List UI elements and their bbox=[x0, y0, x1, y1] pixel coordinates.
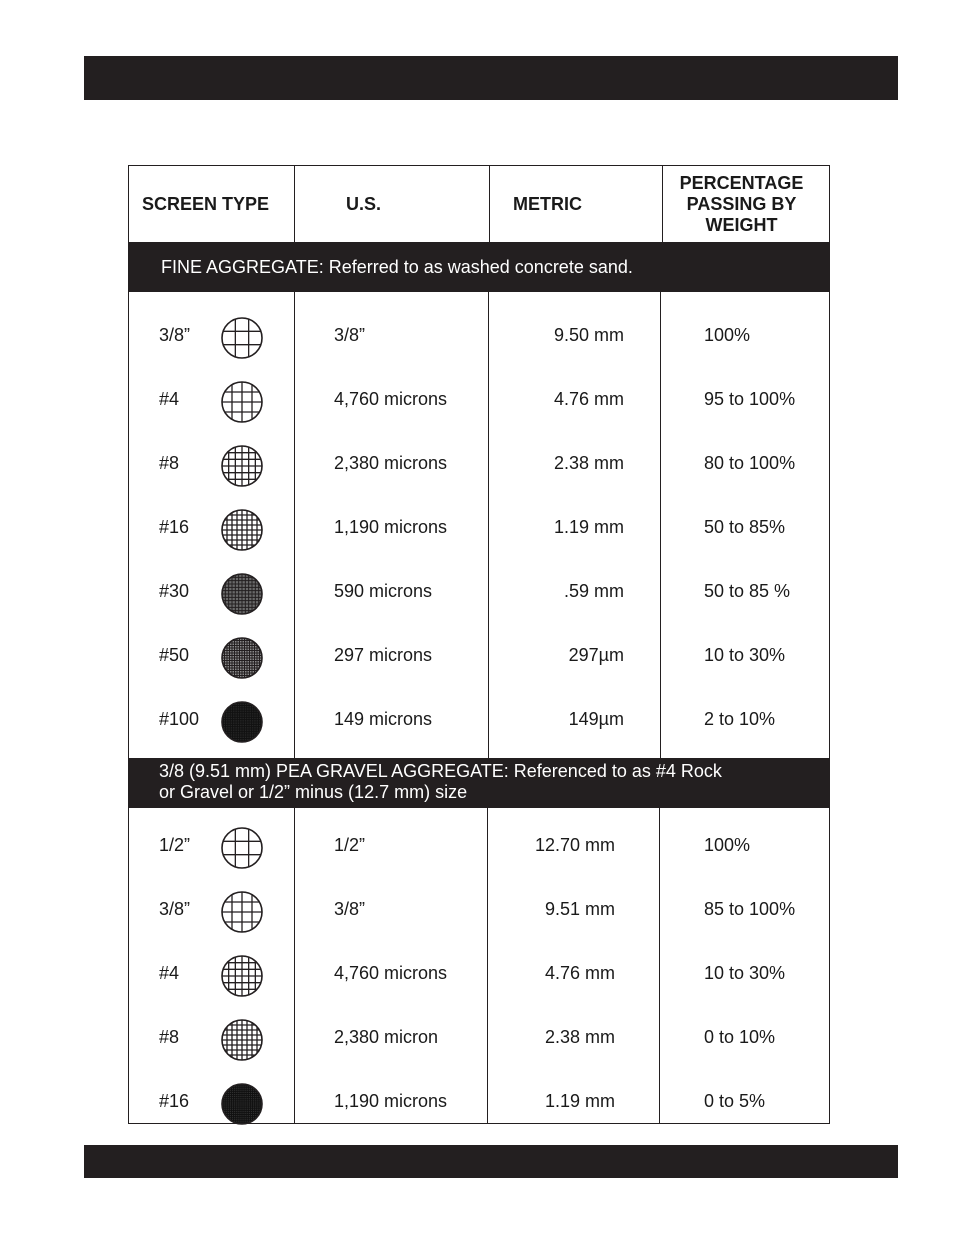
metric-size: 9.51 mm bbox=[544, 899, 615, 919]
us-size: 3/8” bbox=[334, 899, 366, 919]
divider bbox=[489, 166, 490, 242]
sieve-screen-icon bbox=[220, 1082, 264, 1126]
header-bar bbox=[84, 56, 898, 100]
metric-size: 4.76 mm bbox=[553, 389, 624, 409]
table-row bbox=[129, 826, 829, 866]
percent-passing: 50 to 85% bbox=[704, 517, 786, 537]
sieve-screen-icon bbox=[220, 636, 264, 680]
sieve-screen-icon bbox=[220, 954, 264, 998]
percent-passing: 0 to 5% bbox=[704, 1091, 766, 1111]
screen-size-label: #16 bbox=[159, 1091, 190, 1111]
header-percentage-line1: PERCENTAGE bbox=[679, 172, 804, 193]
screen-size-label: 3/8” bbox=[159, 899, 191, 919]
us-size: 4,760 microns bbox=[334, 389, 448, 409]
us-size: 297 microns bbox=[334, 645, 433, 665]
metric-size: 12.70 mm bbox=[534, 835, 615, 855]
screen-size-label: #4 bbox=[159, 963, 180, 983]
header-percentage-line3: WEIGHT bbox=[705, 214, 778, 235]
sieve-screen-icon bbox=[220, 700, 264, 744]
footer-bar bbox=[84, 1145, 898, 1178]
sieve-screen-icon bbox=[220, 1018, 264, 1062]
us-size: 590 microns bbox=[334, 581, 433, 601]
sieve-screen-icon bbox=[220, 508, 264, 552]
percent-passing: 2 to 10% bbox=[704, 709, 776, 729]
metric-size: 2.38 mm bbox=[544, 1027, 615, 1047]
screen-size-label: #8 bbox=[159, 453, 180, 473]
us-size: 2,380 micron bbox=[334, 1027, 439, 1047]
screen-size-label: #16 bbox=[159, 517, 190, 537]
metric-size: 1.19 mm bbox=[544, 1091, 615, 1111]
sieve-screen-icon bbox=[220, 890, 264, 934]
header-percentage-line2: PASSING BY bbox=[686, 193, 797, 214]
table-row bbox=[129, 444, 829, 484]
metric-size: 149µm bbox=[568, 709, 624, 729]
table-row bbox=[129, 1082, 829, 1122]
metric-size: 1.19 mm bbox=[553, 517, 624, 537]
header-metric: METRIC bbox=[513, 193, 582, 214]
table-row bbox=[129, 380, 829, 420]
screen-size-label: #100 bbox=[159, 709, 200, 729]
us-size: 1,190 microns bbox=[334, 517, 448, 537]
table-row bbox=[129, 1018, 829, 1058]
screen-size-label: #50 bbox=[159, 645, 190, 665]
table-row bbox=[129, 954, 829, 994]
percent-passing: 80 to 100% bbox=[704, 453, 796, 473]
us-size: 4,760 microns bbox=[334, 963, 448, 983]
divider bbox=[294, 166, 295, 242]
screen-size-label: #30 bbox=[159, 581, 190, 601]
sieve-screen-icon bbox=[220, 572, 264, 616]
us-size: 2,380 microns bbox=[334, 453, 448, 473]
pea-gravel-banner bbox=[129, 758, 829, 808]
table-row bbox=[129, 316, 829, 356]
screen-size-label: 1/2” bbox=[159, 835, 191, 855]
percent-passing: 10 to 30% bbox=[704, 645, 786, 665]
header-percentage bbox=[663, 166, 820, 242]
percent-passing: 100% bbox=[704, 325, 751, 345]
pea-gravel-title-line2: or Gravel or 1/2” minus (12.7 mm) size bbox=[159, 782, 468, 802]
percent-passing: 50 to 85 % bbox=[704, 581, 791, 601]
percent-passing: 85 to 100% bbox=[704, 899, 796, 919]
table-row bbox=[129, 572, 829, 612]
table-row bbox=[129, 700, 829, 740]
sieve-screen-icon bbox=[220, 826, 264, 870]
metric-size: .59 mm bbox=[563, 581, 624, 601]
fine-aggregate-banner bbox=[129, 242, 829, 292]
screen-size-label: #4 bbox=[159, 389, 180, 409]
screen-size-label: #8 bbox=[159, 1027, 180, 1047]
us-size: 1/2” bbox=[334, 835, 366, 855]
metric-size: 9.50 mm bbox=[553, 325, 624, 345]
sieve-screen-icon bbox=[220, 444, 264, 488]
percent-passing: 95 to 100% bbox=[704, 389, 796, 409]
sieve-screen-icon bbox=[220, 316, 264, 360]
sieve-screen-icon bbox=[220, 380, 264, 424]
percent-passing: 100% bbox=[704, 835, 751, 855]
header-us: U.S. bbox=[346, 193, 382, 214]
pea-gravel-title-line1: 3/8 (9.51 mm) PEA GRAVEL AGGREGATE: Referenced to as #4 Rock bbox=[159, 761, 722, 781]
us-size: 149 microns bbox=[334, 709, 433, 729]
metric-size: 297µm bbox=[568, 645, 624, 665]
table-row bbox=[129, 636, 829, 676]
table-row bbox=[129, 890, 829, 930]
header-screen-type: SCREEN TYPE bbox=[142, 193, 270, 214]
us-size: 1,190 microns bbox=[334, 1091, 448, 1111]
percent-passing: 0 to 10% bbox=[704, 1027, 776, 1047]
us-size: 3/8” bbox=[334, 325, 366, 345]
percent-passing: 10 to 30% bbox=[704, 963, 786, 983]
screen-size-label: 3/8” bbox=[159, 325, 191, 345]
metric-size: 4.76 mm bbox=[544, 963, 615, 983]
metric-size: 2.38 mm bbox=[553, 453, 624, 473]
table-row bbox=[129, 508, 829, 548]
fine-aggregate-title: FINE AGGREGATE: Referred to as washed concrete sand. bbox=[161, 256, 633, 277]
aggregate-gradation-table bbox=[128, 165, 830, 1124]
